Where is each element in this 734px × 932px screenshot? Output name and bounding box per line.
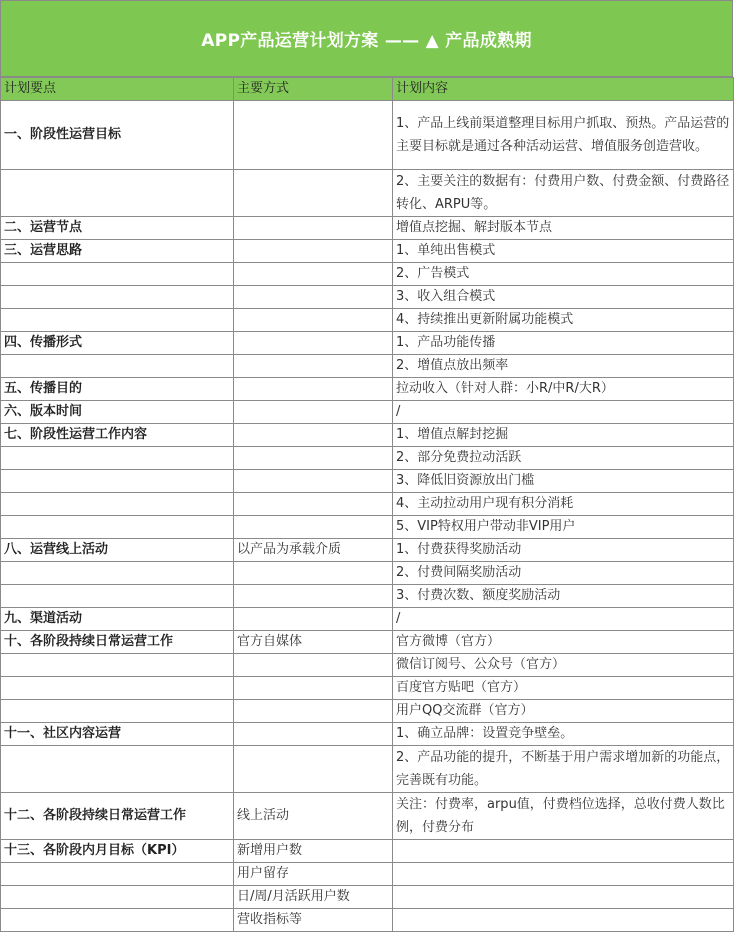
- cell-method[interactable]: [234, 332, 393, 355]
- cell-method[interactable]: [234, 170, 393, 217]
- table-row: [1, 493, 734, 516]
- cell-method[interactable]: 以产品为承载介质: [234, 539, 393, 562]
- header-col-key[interactable]: 计划要点: [1, 78, 234, 101]
- cell-method[interactable]: [234, 286, 393, 309]
- cell-method[interactable]: [234, 470, 393, 493]
- cell-plan-key[interactable]: [1, 286, 234, 309]
- cell-plan-key[interactable]: [1, 677, 234, 700]
- cell-plan-key[interactable]: [1, 447, 234, 470]
- cell-plan-key[interactable]: 二、运营节点: [1, 217, 234, 240]
- table-row: [1, 332, 734, 355]
- table-row: [1, 286, 734, 309]
- plan-table: [0, 77, 734, 932]
- cell-content[interactable]: 1、增值点解封挖掘: [393, 424, 734, 447]
- cell-method[interactable]: [234, 447, 393, 470]
- table-row: [1, 746, 734, 793]
- cell-content[interactable]: 用户QQ交流群（官方）: [393, 700, 734, 723]
- cell-method[interactable]: [234, 378, 393, 401]
- cell-plan-key[interactable]: 十三、各阶段内月目标（KPI）: [1, 840, 234, 863]
- table-row: [1, 886, 734, 909]
- table-header-row: [1, 78, 734, 101]
- cell-plan-key[interactable]: 四、传播形式: [1, 332, 234, 355]
- table-row: [1, 723, 734, 746]
- cell-content[interactable]: 微信订阅号、公众号（官方）: [393, 654, 734, 677]
- table-row: [1, 101, 734, 170]
- table-row: [1, 240, 734, 263]
- cell-plan-key[interactable]: [1, 355, 234, 378]
- cell-method[interactable]: [234, 654, 393, 677]
- cell-method[interactable]: [234, 401, 393, 424]
- cell-plan-key[interactable]: 九、渠道活动: [1, 608, 234, 631]
- cell-method[interactable]: [234, 562, 393, 585]
- table-row: [1, 516, 734, 539]
- cell-plan-key[interactable]: [1, 700, 234, 723]
- cell-plan-key[interactable]: 一、阶段性运营目标: [1, 101, 234, 170]
- cell-plan-key[interactable]: 七、阶段性运营工作内容: [1, 424, 234, 447]
- cell-plan-key[interactable]: [1, 263, 234, 286]
- cell-plan-key[interactable]: [1, 493, 234, 516]
- cell-method[interactable]: 用户留存: [234, 863, 393, 886]
- cell-content[interactable]: [393, 886, 734, 909]
- cell-method[interactable]: [234, 101, 393, 170]
- cell-method[interactable]: [234, 700, 393, 723]
- table-row: [1, 608, 734, 631]
- cell-content[interactable]: 拉动收入（针对人群：小R/中R/大R）: [393, 378, 734, 401]
- cell-method[interactable]: [234, 240, 393, 263]
- cell-method[interactable]: 官方自媒体: [234, 631, 393, 654]
- cell-content[interactable]: 4、持续推出更新附属功能模式: [393, 309, 734, 332]
- cell-content[interactable]: 5、VIP特权用户带动非VIP用户: [393, 516, 734, 539]
- cell-plan-key[interactable]: [1, 863, 234, 886]
- table-row: [1, 631, 734, 654]
- cell-plan-key[interactable]: [1, 585, 234, 608]
- table-row: [1, 677, 734, 700]
- cell-content[interactable]: 百度官方贴吧（官方）: [393, 677, 734, 700]
- cell-method[interactable]: [234, 585, 393, 608]
- cell-method[interactable]: 营收指标等: [234, 909, 393, 932]
- cell-content[interactable]: 3、收入组合模式: [393, 286, 734, 309]
- cell-content[interactable]: [393, 840, 734, 863]
- cell-content[interactable]: 2、广告模式: [393, 263, 734, 286]
- cell-method[interactable]: 线上活动: [234, 793, 393, 840]
- cell-content[interactable]: [393, 863, 734, 886]
- cell-content[interactable]: 2、主要关注的数据有：付费用户数、付费金额、付费路径转化、ARPU等。: [393, 170, 734, 217]
- table-row: [1, 447, 734, 470]
- table-row: [1, 470, 734, 493]
- cell-content[interactable]: 关注：付费率，arpu值，付费档位选择，总收付费人数比例，付费分布: [393, 793, 734, 840]
- cell-content[interactable]: 1、确立品牌：设置竞争壁垒。: [393, 723, 734, 746]
- cell-plan-key[interactable]: [1, 886, 234, 909]
- sheet-title: APP产品运营计划方案 —— ▲ 产品成熟期: [0, 0, 733, 77]
- table-row: [1, 309, 734, 332]
- cell-method[interactable]: [234, 493, 393, 516]
- cell-plan-key[interactable]: [1, 746, 234, 793]
- cell-plan-key[interactable]: 三、运营思路: [1, 240, 234, 263]
- cell-plan-key[interactable]: 十二、各阶段持续日常运营工作: [1, 793, 234, 840]
- cell-method[interactable]: [234, 608, 393, 631]
- cell-plan-key[interactable]: 八、运营线上活动: [1, 539, 234, 562]
- table-row: [1, 585, 734, 608]
- cell-content[interactable]: 2、产品功能的提升，不断基于用户需求增加新的功能点，完善既有功能。: [393, 746, 734, 793]
- table-row: [1, 863, 734, 886]
- cell-plan-key[interactable]: 十一、社区内容运营: [1, 723, 234, 746]
- cell-plan-key[interactable]: [1, 654, 234, 677]
- table-row: [1, 793, 734, 840]
- cell-content[interactable]: 2、付费间隔奖励活动: [393, 562, 734, 585]
- cell-plan-key[interactable]: 十、各阶段持续日常运营工作: [1, 631, 234, 654]
- cell-content[interactable]: 2、增值点放出频率: [393, 355, 734, 378]
- cell-content[interactable]: /: [393, 401, 734, 424]
- table-row: [1, 700, 734, 723]
- cell-method[interactable]: [234, 263, 393, 286]
- cell-plan-key[interactable]: [1, 562, 234, 585]
- table-row: [1, 654, 734, 677]
- table-row: [1, 909, 734, 932]
- table-row: [1, 401, 734, 424]
- cell-method[interactable]: [234, 309, 393, 332]
- cell-content[interactable]: 1、付费获得奖励活动: [393, 539, 734, 562]
- cell-plan-key[interactable]: [1, 909, 234, 932]
- cell-method[interactable]: 日/周/月活跃用户数: [234, 886, 393, 909]
- table-row: [1, 355, 734, 378]
- table-row: [1, 263, 734, 286]
- cell-method[interactable]: [234, 516, 393, 539]
- cell-method[interactable]: 新增用户数: [234, 840, 393, 863]
- table-row: [1, 217, 734, 240]
- cell-content[interactable]: 1、产品上线前渠道整理目标用户抓取、预热。产品运营的主要目标就是通过各种活动运营、增值服务创造营收。: [393, 101, 734, 170]
- cell-method[interactable]: [234, 355, 393, 378]
- table-row: [1, 562, 734, 585]
- cell-method[interactable]: [234, 746, 393, 793]
- table-row: [1, 840, 734, 863]
- cell-content[interactable]: 2、部分免费拉动活跃: [393, 447, 734, 470]
- table-row: [1, 170, 734, 217]
- cell-content[interactable]: 增值点挖掘、解封版本节点: [393, 217, 734, 240]
- cell-content[interactable]: [393, 909, 734, 932]
- table-row: [1, 424, 734, 447]
- cell-plan-key[interactable]: [1, 170, 234, 217]
- cell-method[interactable]: [234, 217, 393, 240]
- cell-method[interactable]: [234, 723, 393, 746]
- header-col-content[interactable]: 计划内容: [393, 78, 734, 101]
- table-row: [1, 539, 734, 562]
- cell-method[interactable]: [234, 677, 393, 700]
- cell-content[interactable]: 3、付费次数、额度奖励活动: [393, 585, 734, 608]
- cell-plan-key[interactable]: [1, 470, 234, 493]
- header-col-method[interactable]: 主要方式: [234, 78, 393, 101]
- cell-method[interactable]: [234, 424, 393, 447]
- cell-content[interactable]: 官方微博（官方）: [393, 631, 734, 654]
- table-row: [1, 378, 734, 401]
- cell-plan-key[interactable]: [1, 309, 234, 332]
- cell-plan-key[interactable]: 六、版本时间: [1, 401, 234, 424]
- cell-plan-key[interactable]: [1, 516, 234, 539]
- cell-content[interactable]: 1、单纯出售模式: [393, 240, 734, 263]
- cell-content[interactable]: /: [393, 608, 734, 631]
- cell-content[interactable]: 3、降低旧资源放出门槛: [393, 470, 734, 493]
- cell-content[interactable]: 4、主动拉动用户现有积分消耗: [393, 493, 734, 516]
- cell-content[interactable]: 1、产品功能传播: [393, 332, 734, 355]
- cell-plan-key[interactable]: 五、传播目的: [1, 378, 234, 401]
